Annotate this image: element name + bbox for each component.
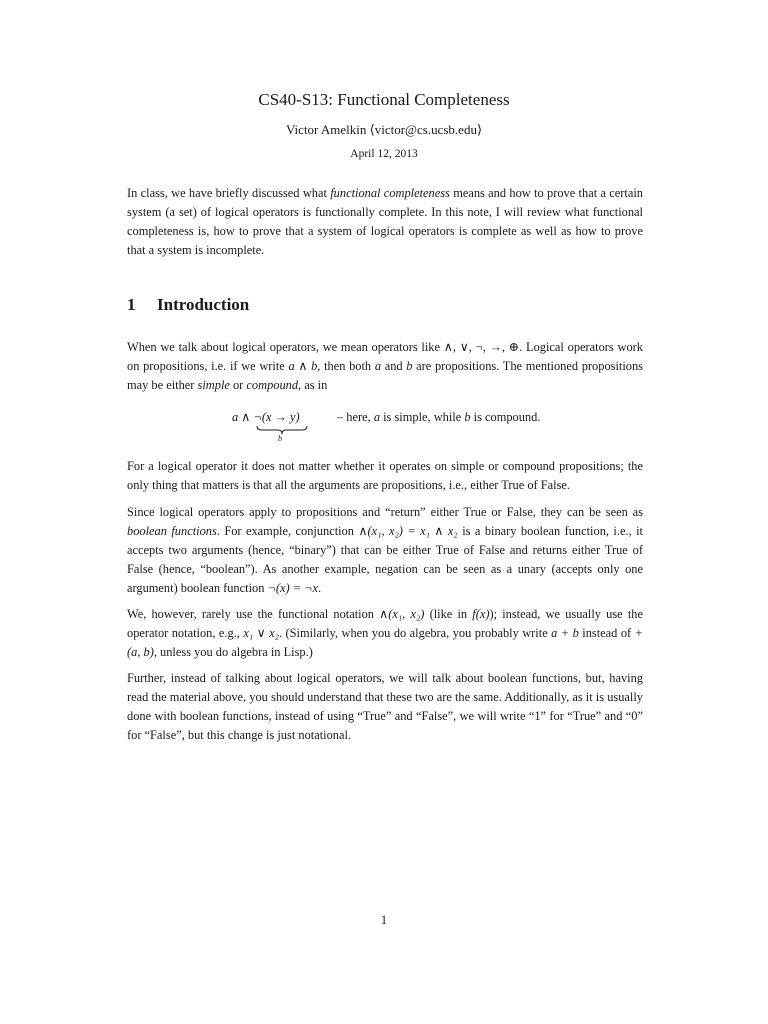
intro-text-1: In class, we have briefly discussed what [127,186,331,200]
math-run: a [373,410,381,424]
intro-paragraph [127,184,643,260]
math-run: +(a, b) [127,626,643,659]
intro-text-2: means and how to prove that a certain system (a set) of logical operators is functionally complete. In this note, I will review what functional completeness is, how to prove that a system of logical operators is complete as well as how to prove that a system is incomplete. [127,186,643,257]
math-run: ∧(x₁, x₂) [379,607,425,621]
text-run: Since logical operators apply to propositions and “return” either True or False, they can be seen as [127,505,643,519]
text-run: ); instead, we usually use the operator notation, e.g., [127,607,643,640]
math-run: a [374,359,382,373]
text-run: is a binary boolean function, i.e., it accepts two arguments (hence, “binary”) that can be either True of False and returns either True of False (hence, “boolean”). As another example, negation can be seen as a unary (accepts only one argument) boolean function [127,524,643,595]
text-run: , as in [298,378,328,392]
section1-paragraph-2: For a logical operator it does not matter whether it operates on simple or compound propositions; the only thing that matters is that all the arguments are propositions, i.e., either True of False. [127,459,643,492]
text-run: When we talk about logical operators, we mean operators like ∧, ∨, ¬, →, ⊕. Logical operators work on propositions, i.e. if we write [127,340,643,373]
formula-expression: a ∧ ¬(x → y) [232,410,300,424]
text-run: . For example, conjunction [216,524,359,538]
section1-paragraph-1 [127,338,643,395]
text-run: instead of [578,626,635,640]
section-number: 1 [127,295,136,314]
section-heading [127,293,249,317]
text-run: and [381,359,407,373]
text-run: . (Similarly, when you do algebra, you probably write [278,626,552,640]
underbrace-icon [256,425,308,435]
author-line: Victor Amelkin ⟨victor@cs.ucsb.edu⟩ [285,122,483,137]
text-run: We, however, rarely use the functional notation [127,607,380,621]
display-note [337,408,540,427]
intro-emphasis: functional completeness [330,186,450,200]
underbrace-label: b [278,434,282,443]
document-date: April 12, 2013 [350,148,418,160]
text-run: – here, [337,410,374,424]
text-run: is compound. [470,410,541,424]
math-run: b [464,410,471,424]
section-title: Introduction [157,295,250,314]
math-run: ∧(x₁, x₂) = x₁ ∧ x₂ [358,524,458,538]
math-run: ¬(x) = ¬x [267,581,319,595]
text-run: . [318,581,322,595]
document-title: CS40-S13: Functional Completeness [258,90,510,109]
section1-paragraph-3 [127,503,643,598]
page-number: 1 [380,913,388,927]
math-run: f(x) [472,607,490,621]
text-run: , then both [317,359,375,373]
text-run: , unless you do algebra in Lisp.) [153,645,313,659]
text-run: or [229,378,247,392]
emphasis-run: simple [197,378,230,392]
math-run: x₁ ∨ x₂ [243,626,279,640]
emphasis-run: compound [246,378,299,392]
math-run: b [406,359,413,373]
text-run: are propositions. The mentioned propositions may be either [127,359,643,392]
section1-paragraph-4 [127,605,643,662]
text-run: (like in [424,607,473,621]
emphasis-run: boolean functions [127,524,217,538]
text-run: is simple, while [380,410,465,424]
math-run: a + b [551,626,579,640]
math-run: a ∧ b [288,359,318,373]
section1-paragraph-5: Further, instead of talking about logical operators, we will talk about boolean functions, but, having read the material above, you should understand that these two are the same. Additionally, as it is usually done with boolean functions, instead of using “True” and “False”, we will write “1” for “True” and “0” for “False”, but this change is just notational. [127,671,643,742]
